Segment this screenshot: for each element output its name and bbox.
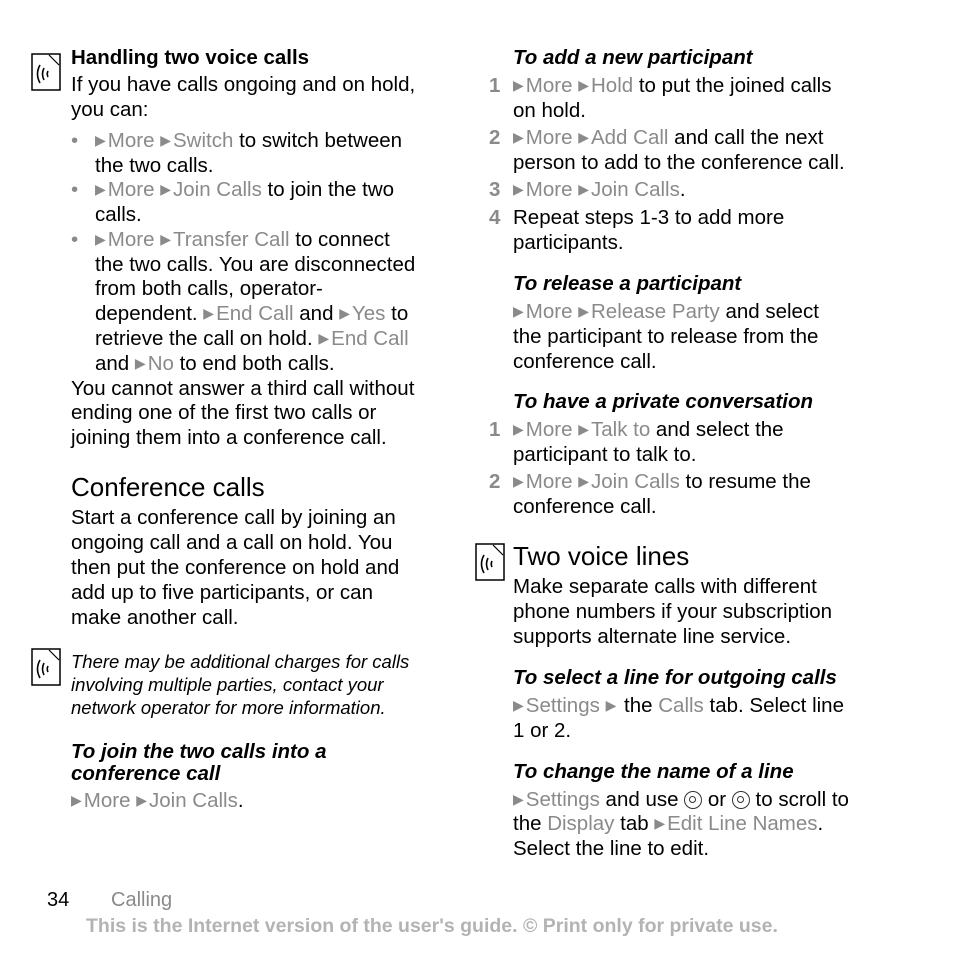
menu-display: Display [547,812,615,835]
menu-edit-line-names: Edit Line Names [667,812,818,835]
arrow-icon: ▶ [134,355,146,371]
step-line: participants. [513,231,624,254]
menu-more: More [525,470,573,493]
text: to put the joined calls [633,74,832,97]
task-title: To release a participant [513,272,742,295]
heading-two-voice-lines: Two voice lines [513,541,690,571]
menu-more: More [107,129,155,152]
bullet-line: calls. [95,203,142,226]
menu-more: More [107,178,155,201]
paragraph-line: supports alternate line service. [513,625,792,648]
menu-transfer-call: Transfer Call [172,228,290,251]
menu-switch: Switch [172,129,234,152]
text: tab. Select line [703,694,844,717]
paragraph-line: conference call. [513,350,657,373]
paragraph-line: the participant to release from the [513,325,819,348]
paragraph-line: then put the conference on hold and [71,556,400,579]
step-item [489,73,832,100]
paragraph-line: 1 or 2. [513,719,572,742]
text: retrieve the call on hold. [95,327,319,350]
text: and select [719,300,819,323]
note-icon [31,53,61,91]
navigation-key-right-icon [732,791,750,809]
step-item [489,177,686,204]
text: . [237,789,244,812]
menu-no: No [147,352,174,375]
bullet-line: the two calls. [95,154,214,177]
bullet-line [95,301,408,328]
step-number: 1 [489,74,501,97]
arrow-icon: ▶ [513,421,524,437]
menu-calls-tab: Calls [658,694,704,717]
text: and [293,302,340,325]
text: to [385,302,409,325]
menu-join-calls: Join Calls [590,470,680,493]
text: or [702,788,732,811]
instruction-line [513,299,819,326]
text: and call the next [668,126,824,149]
instruction-line [513,787,849,814]
text: to switch between [233,129,403,152]
step-item [489,469,811,496]
paragraph-line: ending one of the first two calls or [71,401,377,424]
menu-settings: Settings [525,788,600,811]
menu-more: More [525,300,573,323]
menu-more: More [525,418,573,441]
arrow-icon: ▶ [318,330,330,346]
note-line: There may be additional charges for calls [71,651,410,672]
step-line: person to add to the conference call. [513,151,845,174]
text: the [513,812,548,835]
bullet-line: from both calls, operator- [95,277,323,300]
menu-yes: Yes [351,302,386,325]
text: tab [614,812,655,835]
arrow-icon: ▶ [654,815,666,831]
menu-more: More [107,228,155,251]
step-item [489,205,785,230]
page-number: 34 [47,889,70,911]
arrow-icon: ▶ [578,129,589,145]
arrow-icon: ▶ [95,181,106,197]
instruction-line [513,811,823,838]
arrow-icon: ▶ [136,792,147,808]
task-title: To change the name of a line [513,760,794,783]
footer-notice: This is the Internet version of the user's guide. © Print only for private use. [86,915,778,937]
bullet-mark: • [71,228,79,251]
step-number: 2 [489,470,501,493]
arrow-icon: ▶ [339,305,350,321]
paragraph-line: joining them into a conference call. [71,426,387,449]
paragraph-line: You cannot answer a third call without [71,377,415,400]
arrow-icon: ▶ [605,697,617,713]
arrow-icon: ▶ [513,129,524,145]
arrow-icon: ▶ [578,303,589,319]
step-number: 1 [489,418,501,441]
paragraph-line: If you have calls ongoing and on hold, [71,73,416,96]
text: the [618,694,659,717]
menu-release-party: Release Party [590,300,720,323]
arrow-icon: ▶ [203,305,215,321]
step-item [489,125,824,152]
menu-join-calls: Join Calls [590,178,680,201]
bullet-line [95,326,409,353]
navigation-key-left-icon [684,791,702,809]
arrow-icon: ▶ [513,181,524,197]
arrow-icon: ▶ [513,697,524,713]
arrow-icon: ▶ [160,231,171,247]
instruction-line [71,788,244,815]
paragraph-line: phone numbers if your subscription [513,600,833,623]
menu-settings: Settings [525,694,600,717]
menu-hold: Hold [590,74,634,97]
menu-join-calls: Join Calls [172,178,262,201]
text: dependent. [95,302,204,325]
arrow-icon: ▶ [578,421,589,437]
step-line: conference call. [513,495,657,518]
arrow-icon: ▶ [578,181,589,197]
text: and use [599,788,685,811]
arrow-icon: ▶ [95,231,106,247]
note-line: involving multiple parties, contact your [71,674,384,695]
menu-more: More [525,74,573,97]
text: . [817,812,824,835]
arrow-icon: ▶ [513,473,524,489]
paragraph-line: ongoing call and a call on hold. You [71,531,393,554]
note-icon [31,648,61,686]
arrow-icon: ▶ [513,303,524,319]
task-title: To add a new participant [513,46,753,69]
task-title: To select a line for outgoing calls [513,666,837,689]
paragraph-line: Start a conference call by joining an [71,506,396,529]
menu-more: More [83,789,131,812]
step-number: 3 [489,178,501,201]
section-name: Calling [111,889,173,911]
menu-add-call: Add Call [590,126,669,149]
text: to connect [289,228,390,251]
bullet-line: the two calls. You are disconnected [95,253,416,276]
step-number: 4 [489,206,501,229]
text: and select the [650,418,784,441]
text: . [679,178,686,201]
menu-join-calls: Join Calls [148,789,238,812]
text: to end both calls. [173,352,335,375]
text: and [95,352,135,375]
menu-end-call: End Call [331,327,409,350]
task-title: To have a private conversation [513,390,814,413]
task-title: To join the two calls into a [71,740,327,763]
note-line: network operator for more information. [71,697,386,718]
text: to join the two [261,178,395,201]
paragraph-line: add up to five participants, or can [71,581,373,604]
section-title-handling: Handling two voice calls [71,46,310,69]
arrow-icon: ▶ [578,77,589,93]
step-number: 2 [489,126,501,149]
step-line: on hold. [513,99,586,122]
menu-end-call: End Call [216,302,294,325]
heading-conference-calls: Conference calls [71,472,265,502]
step-line: participant to talk to. [513,443,697,466]
paragraph-line: Make separate calls with different [513,575,817,598]
text: to scroll to [749,788,849,811]
paragraph-line: Select the line to edit. [513,837,710,860]
paragraph-line: you can: [71,98,149,121]
arrow-icon: ▶ [160,181,171,197]
bullet-mark: • [71,178,79,201]
text: to resume the [679,470,811,493]
arrow-icon: ▶ [71,792,82,808]
arrow-icon: ▶ [513,77,524,93]
arrow-icon: ▶ [160,132,171,148]
bullet-line [95,351,335,378]
note-icon [475,543,505,581]
bullet-mark: • [71,129,79,152]
arrow-icon: ▶ [578,473,589,489]
menu-more: More [525,178,573,201]
paragraph-line: make another call. [71,606,239,629]
arrow-icon: ▶ [95,132,106,148]
text: Repeat steps 1-3 to add more [513,206,785,229]
step-item [489,417,784,444]
instruction-line [513,693,844,720]
menu-more: More [525,126,573,149]
arrow-icon: ▶ [513,791,524,807]
menu-talk-to: Talk to [590,418,651,441]
task-title: conference call [71,762,221,785]
